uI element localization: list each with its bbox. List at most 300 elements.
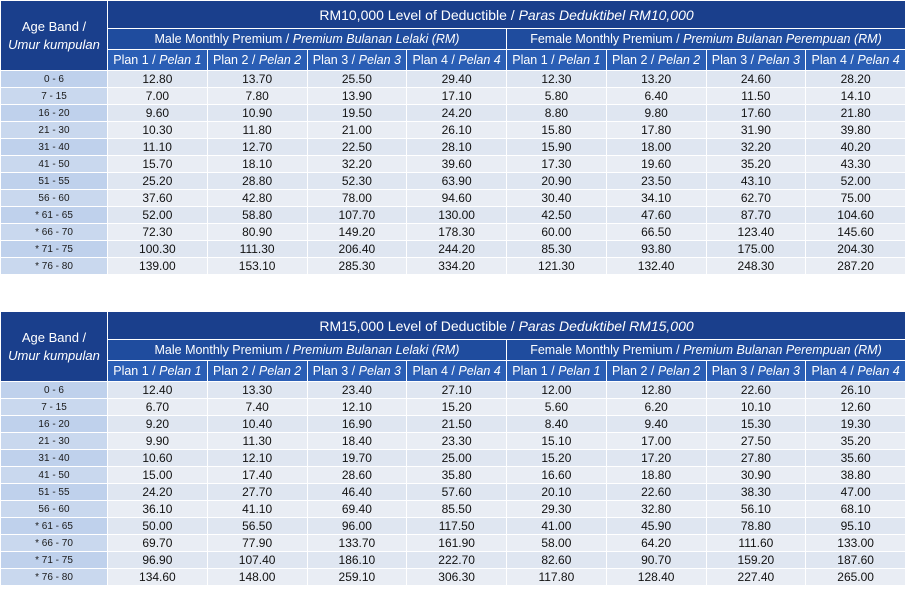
age-band-header xyxy=(1,312,107,381)
table-row xyxy=(1,569,905,585)
premium-cell: 11.30 xyxy=(208,433,307,449)
age-band-cell: 16 - 20 xyxy=(1,416,107,432)
premium-cell: 60.00 xyxy=(507,224,606,240)
premium-cell: 11.10 xyxy=(108,139,207,155)
premium-cell: 82.60 xyxy=(507,552,606,568)
plan-label: Plan 1 / xyxy=(512,364,555,378)
plan-header-3 xyxy=(308,50,407,70)
age-band-cell: 31 - 40 xyxy=(1,450,107,466)
premium-cell: 6.40 xyxy=(607,88,706,104)
table-row xyxy=(1,122,905,138)
premium-cell: 259.10 xyxy=(308,569,407,585)
premium-cell: 12.70 xyxy=(208,139,307,155)
premium-cell: 285.30 xyxy=(308,258,407,274)
table-row xyxy=(1,156,905,172)
table-row xyxy=(1,88,905,104)
table-row xyxy=(1,258,905,274)
premium-cell: 45.90 xyxy=(607,518,706,534)
table-row xyxy=(1,450,905,466)
premium-cell: 148.00 xyxy=(208,569,307,585)
premium-cell: 43.30 xyxy=(806,156,905,172)
plan-header-4 xyxy=(407,50,506,70)
plan-label-malay: Pelan 3 xyxy=(757,53,801,67)
premium-cell: 15.90 xyxy=(507,139,606,155)
table-row xyxy=(1,173,905,189)
age-band-cell: 41 - 50 xyxy=(1,156,107,172)
plan-header-2 xyxy=(607,361,706,381)
premium-cell: 78.80 xyxy=(707,518,806,534)
premium-cell: 58.00 xyxy=(507,535,606,551)
table-title-malay: Paras Deduktibel RM10,000 xyxy=(518,6,694,23)
premium-cell: 222.70 xyxy=(407,552,506,568)
premium-cell: 21.00 xyxy=(308,122,407,138)
premium-cell: 90.70 xyxy=(607,552,706,568)
premium-cell: 9.40 xyxy=(607,416,706,432)
premium-cell: 111.30 xyxy=(208,241,307,257)
premium-cell: 56.50 xyxy=(208,518,307,534)
premium-cell: 78.00 xyxy=(308,190,407,206)
table-row xyxy=(1,552,905,568)
table-row xyxy=(1,241,905,257)
plan-label-malay: Pelan 1 xyxy=(558,364,601,378)
premium-cell: 23.30 xyxy=(407,433,506,449)
premium-cell: 107.40 xyxy=(208,552,307,568)
male-premium-header xyxy=(108,340,506,360)
table-row xyxy=(1,207,905,223)
premium-cell: 63.90 xyxy=(407,173,506,189)
premium-cell: 42.50 xyxy=(507,207,606,223)
premium-cell: 100.30 xyxy=(108,241,207,257)
premium-cell: 159.20 xyxy=(707,552,806,568)
premium-cell: 12.00 xyxy=(507,382,606,398)
premium-cell: 10.40 xyxy=(208,416,307,432)
male-label: Male Monthly Premium / xyxy=(154,32,290,46)
premium-cell: 24.20 xyxy=(407,105,506,121)
premium-cell: 24.20 xyxy=(108,484,207,500)
premium-cell: 47.60 xyxy=(607,207,706,223)
premium-cell: 18.40 xyxy=(308,433,407,449)
premium-cell: 244.20 xyxy=(407,241,506,257)
female-premium-header xyxy=(507,29,905,49)
premium-cell: 94.60 xyxy=(407,190,506,206)
plan-label: Plan 3 / xyxy=(711,364,755,378)
premium-cell: 35.20 xyxy=(806,433,905,449)
age-band-label-malay: Umur kumpulan xyxy=(8,36,100,52)
table-row xyxy=(1,105,905,121)
premium-cell: 11.50 xyxy=(707,88,806,104)
premium-cell: 26.10 xyxy=(806,382,905,398)
premium-cell: 30.90 xyxy=(707,467,806,483)
plan-label: Plan 4 / xyxy=(811,364,854,378)
age-band-cell: * 76 - 80 xyxy=(1,569,107,585)
plan-label: Plan 4 / xyxy=(412,53,455,67)
age-band-cell: 7 - 15 xyxy=(1,88,107,104)
premium-cell: 93.80 xyxy=(607,241,706,257)
premium-cell: 117.50 xyxy=(407,518,506,534)
premium-cell: 25.50 xyxy=(308,71,407,87)
premium-cell: 16.90 xyxy=(308,416,407,432)
premium-cell: 15.10 xyxy=(507,433,606,449)
plan-label-malay: Pelan 1 xyxy=(159,53,202,67)
premium-cell: 95.10 xyxy=(806,518,905,534)
deductible-table-rm10000 xyxy=(0,0,906,275)
premium-cell: 27.80 xyxy=(707,450,806,466)
premium-cell: 72.30 xyxy=(108,224,207,240)
premium-cell: 25.20 xyxy=(108,173,207,189)
premium-cell: 23.40 xyxy=(308,382,407,398)
plan-header-2 xyxy=(607,50,706,70)
plan-header-3 xyxy=(707,361,806,381)
premium-cell: 96.90 xyxy=(108,552,207,568)
premium-cell: 17.40 xyxy=(208,467,307,483)
table-title-text: RM10,000 Level of Deductible / xyxy=(319,6,515,23)
premium-cell: 133.00 xyxy=(806,535,905,551)
premium-cell: 11.80 xyxy=(208,122,307,138)
premium-cell: 17.00 xyxy=(607,433,706,449)
age-band-cell: * 61 - 65 xyxy=(1,207,107,223)
premium-cell: 80.90 xyxy=(208,224,307,240)
premium-cell: 12.60 xyxy=(806,399,905,415)
premium-cell: 10.60 xyxy=(108,450,207,466)
age-band-cell: * 76 - 80 xyxy=(1,258,107,274)
age-band-cell: 51 - 55 xyxy=(1,173,107,189)
premium-cell: 12.80 xyxy=(108,71,207,87)
premium-cell: 28.80 xyxy=(208,173,307,189)
plan-label-malay: Pelan 3 xyxy=(358,364,402,378)
premium-cell: 17.30 xyxy=(507,156,606,172)
premium-cell: 133.70 xyxy=(308,535,407,551)
table-row xyxy=(1,224,905,240)
premium-cell: 18.80 xyxy=(607,467,706,483)
plan-label-malay: Pelan 1 xyxy=(558,53,601,67)
female-label: Female Monthly Premium / xyxy=(530,32,680,46)
table-title-malay: Paras Deduktibel RM15,000 xyxy=(518,317,694,334)
age-band-cell: 51 - 55 xyxy=(1,484,107,500)
premium-cell: 41.00 xyxy=(507,518,606,534)
age-band-cell: 56 - 60 xyxy=(1,501,107,517)
premium-cell: 134.60 xyxy=(108,569,207,585)
premium-cell: 85.30 xyxy=(507,241,606,257)
premium-cell: 10.90 xyxy=(208,105,307,121)
premium-cell: 104.60 xyxy=(806,207,905,223)
table-row xyxy=(1,139,905,155)
plan-label: Plan 2 / xyxy=(611,364,655,378)
premium-cell: 15.20 xyxy=(507,450,606,466)
premium-cell: 9.20 xyxy=(108,416,207,432)
premium-cell: 22.50 xyxy=(308,139,407,155)
plan-header-1 xyxy=(507,50,606,70)
age-band-cell: 41 - 50 xyxy=(1,467,107,483)
premium-cell: 8.40 xyxy=(507,416,606,432)
premium-cell: 12.80 xyxy=(607,382,706,398)
female-label-malay: Premium Bulanan Perempuan (RM) xyxy=(683,343,882,357)
premium-cell: 37.60 xyxy=(108,190,207,206)
premium-cell: 14.10 xyxy=(806,88,905,104)
female-label: Female Monthly Premium / xyxy=(530,343,680,357)
premium-cell: 21.80 xyxy=(806,105,905,121)
premium-cell: 10.10 xyxy=(707,399,806,415)
deductible-table-rm15000 xyxy=(0,311,906,586)
premium-cell: 10.30 xyxy=(108,122,207,138)
premium-cell: 19.60 xyxy=(607,156,706,172)
premium-cell: 186.10 xyxy=(308,552,407,568)
premium-cell: 107.70 xyxy=(308,207,407,223)
premium-cell: 36.10 xyxy=(108,501,207,517)
premium-cell: 25.00 xyxy=(407,450,506,466)
premium-cell: 19.30 xyxy=(806,416,905,432)
premium-cell: 187.60 xyxy=(806,552,905,568)
premium-cell: 12.30 xyxy=(507,71,606,87)
premium-cell: 15.80 xyxy=(507,122,606,138)
table-row xyxy=(1,71,905,87)
premium-cell: 32.20 xyxy=(707,139,806,155)
premium-cell: 145.60 xyxy=(806,224,905,240)
premium-cell: 23.50 xyxy=(607,173,706,189)
male-premium-header xyxy=(108,29,506,49)
table-row xyxy=(1,535,905,551)
premium-cell: 132.40 xyxy=(607,258,706,274)
plan-label-malay: Pelan 1 xyxy=(159,364,202,378)
age-band-label-malay: Umur kumpulan xyxy=(8,347,100,363)
premium-cell: 123.40 xyxy=(707,224,806,240)
premium-cell: 19.70 xyxy=(308,450,407,466)
premium-cell: 47.00 xyxy=(806,484,905,500)
premium-cell: 28.60 xyxy=(308,467,407,483)
premium-cell: 334.20 xyxy=(407,258,506,274)
premium-cell: 52.30 xyxy=(308,173,407,189)
premium-cell: 9.80 xyxy=(607,105,706,121)
premium-cell: 8.80 xyxy=(507,105,606,121)
plan-header-4 xyxy=(806,50,905,70)
plan-label: Plan 4 / xyxy=(811,53,854,67)
premium-cell: 27.50 xyxy=(707,433,806,449)
premium-cell: 35.80 xyxy=(407,467,506,483)
age-band-cell: * 71 - 75 xyxy=(1,241,107,257)
premium-cell: 7.00 xyxy=(108,88,207,104)
premium-cell: 66.50 xyxy=(607,224,706,240)
plan-label: Plan 2 / xyxy=(212,53,256,67)
age-band-cell: * 71 - 75 xyxy=(1,552,107,568)
table-row xyxy=(1,518,905,534)
plan-label: Plan 3 / xyxy=(312,364,356,378)
premium-cell: 39.60 xyxy=(407,156,506,172)
plan-header-1 xyxy=(108,50,207,70)
premium-cell: 22.60 xyxy=(707,382,806,398)
premium-cell: 75.00 xyxy=(806,190,905,206)
premium-cell: 21.50 xyxy=(407,416,506,432)
premium-cell: 6.20 xyxy=(607,399,706,415)
plan-label-malay: Pelan 4 xyxy=(857,53,900,67)
premium-cell: 29.40 xyxy=(407,71,506,87)
premium-cell: 17.20 xyxy=(607,450,706,466)
age-band-cell: 56 - 60 xyxy=(1,190,107,206)
premium-cell: 13.90 xyxy=(308,88,407,104)
premium-cell: 20.10 xyxy=(507,484,606,500)
premium-cell: 41.10 xyxy=(208,501,307,517)
plan-label: Plan 1 / xyxy=(113,364,156,378)
premium-cell: 204.30 xyxy=(806,241,905,257)
premium-cell: 28.10 xyxy=(407,139,506,155)
table-row xyxy=(1,501,905,517)
premium-cell: 18.10 xyxy=(208,156,307,172)
premium-cell: 32.20 xyxy=(308,156,407,172)
age-band-cell: 7 - 15 xyxy=(1,399,107,415)
premium-cell: 153.10 xyxy=(208,258,307,274)
plan-header-3 xyxy=(707,50,806,70)
premium-cell: 64.20 xyxy=(607,535,706,551)
premium-cell: 38.80 xyxy=(806,467,905,483)
premium-cell: 206.40 xyxy=(308,241,407,257)
premium-cell: 9.60 xyxy=(108,105,207,121)
premium-cell: 28.20 xyxy=(806,71,905,87)
plan-header-2 xyxy=(208,361,307,381)
female-label-malay: Premium Bulanan Perempuan (RM) xyxy=(683,32,882,46)
premium-cell: 29.30 xyxy=(507,501,606,517)
age-band-cell: * 61 - 65 xyxy=(1,518,107,534)
table-row xyxy=(1,416,905,432)
plan-header-1 xyxy=(108,361,207,381)
premium-cell: 287.20 xyxy=(806,258,905,274)
age-band-cell: 21 - 30 xyxy=(1,122,107,138)
premium-cell: 19.50 xyxy=(308,105,407,121)
plan-label: Plan 1 / xyxy=(113,53,156,67)
premium-cell: 69.40 xyxy=(308,501,407,517)
age-band-cell: 16 - 20 xyxy=(1,105,107,121)
premium-cell: 58.80 xyxy=(208,207,307,223)
premium-cell: 96.00 xyxy=(308,518,407,534)
table-row xyxy=(1,484,905,500)
premium-cell: 35.60 xyxy=(806,450,905,466)
premium-cell: 121.30 xyxy=(507,258,606,274)
female-premium-header xyxy=(507,340,905,360)
premium-cell: 27.70 xyxy=(208,484,307,500)
premium-cell: 46.40 xyxy=(308,484,407,500)
age-band-header xyxy=(1,1,107,70)
premium-cell: 27.10 xyxy=(407,382,506,398)
premium-cell: 77.90 xyxy=(208,535,307,551)
premium-cell: 56.10 xyxy=(707,501,806,517)
plan-label: Plan 3 / xyxy=(312,53,356,67)
premium-cell: 111.60 xyxy=(707,535,806,551)
premium-cell: 39.80 xyxy=(806,122,905,138)
premium-cell: 85.50 xyxy=(407,501,506,517)
premium-cell: 16.60 xyxy=(507,467,606,483)
plan-header-1 xyxy=(507,361,606,381)
plan-label-malay: Pelan 4 xyxy=(458,364,501,378)
plan-label-malay: Pelan 4 xyxy=(458,53,501,67)
plan-header-3 xyxy=(308,361,407,381)
premium-cell: 12.10 xyxy=(308,399,407,415)
age-band-cell: 31 - 40 xyxy=(1,139,107,155)
premium-cell: 12.40 xyxy=(108,382,207,398)
premium-cell: 62.70 xyxy=(707,190,806,206)
premium-cell: 227.40 xyxy=(707,569,806,585)
table-row xyxy=(1,382,905,398)
premium-cell: 7.40 xyxy=(208,399,307,415)
premium-cell: 34.10 xyxy=(607,190,706,206)
premium-cell: 128.40 xyxy=(607,569,706,585)
plan-header-2 xyxy=(208,50,307,70)
age-band-cell: 0 - 6 xyxy=(1,71,107,87)
plan-label-malay: Pelan 2 xyxy=(657,364,701,378)
premium-cell: 9.90 xyxy=(108,433,207,449)
premium-cell: 12.10 xyxy=(208,450,307,466)
premium-cell: 306.30 xyxy=(407,569,506,585)
premium-cell: 26.10 xyxy=(407,122,506,138)
premium-cell: 6.70 xyxy=(108,399,207,415)
premium-cell: 17.60 xyxy=(707,105,806,121)
plan-header-row xyxy=(1,361,905,381)
premium-cell: 15.70 xyxy=(108,156,207,172)
premium-cell: 31.90 xyxy=(707,122,806,138)
premium-cell: 43.10 xyxy=(707,173,806,189)
premium-cell: 5.60 xyxy=(507,399,606,415)
premium-cell: 15.20 xyxy=(407,399,506,415)
premium-cell: 17.80 xyxy=(607,122,706,138)
table-title xyxy=(108,312,905,339)
premium-cell: 13.70 xyxy=(208,71,307,87)
premium-cell: 265.00 xyxy=(806,569,905,585)
premium-cell: 248.30 xyxy=(707,258,806,274)
premium-cell: 15.30 xyxy=(707,416,806,432)
premium-cell: 117.80 xyxy=(507,569,606,585)
premium-cell: 57.60 xyxy=(407,484,506,500)
plan-label: Plan 1 / xyxy=(512,53,555,67)
table-row xyxy=(1,399,905,415)
premium-cell: 20.90 xyxy=(507,173,606,189)
premium-cell: 161.90 xyxy=(407,535,506,551)
plan-label-malay: Pelan 2 xyxy=(258,53,302,67)
plan-label: Plan 3 / xyxy=(711,53,755,67)
table-row xyxy=(1,190,905,206)
premium-cell: 175.00 xyxy=(707,241,806,257)
male-label-malay: Premium Bulanan Lelaki (RM) xyxy=(292,32,460,46)
plan-label: Plan 2 / xyxy=(611,53,655,67)
premium-cell: 22.60 xyxy=(607,484,706,500)
table-title xyxy=(108,1,905,28)
table-title-text: RM15,000 Level of Deductible / xyxy=(319,317,515,334)
premium-cell: 13.20 xyxy=(607,71,706,87)
premium-cell: 18.00 xyxy=(607,139,706,155)
age-band-cell: 0 - 6 xyxy=(1,382,107,398)
premium-cell: 17.10 xyxy=(407,88,506,104)
premium-cell: 42.80 xyxy=(208,190,307,206)
plan-label: Plan 2 / xyxy=(212,364,256,378)
age-band-label: Age Band / xyxy=(21,18,87,34)
premium-cell: 130.00 xyxy=(407,207,506,223)
premium-cell: 24.60 xyxy=(707,71,806,87)
premium-cell: 35.20 xyxy=(707,156,806,172)
premium-cell: 15.00 xyxy=(108,467,207,483)
premium-cell: 139.00 xyxy=(108,258,207,274)
premium-cell: 40.20 xyxy=(806,139,905,155)
premium-cell: 7.80 xyxy=(208,88,307,104)
premium-cell: 13.30 xyxy=(208,382,307,398)
premium-cell: 52.00 xyxy=(806,173,905,189)
premium-cell: 149.20 xyxy=(308,224,407,240)
premium-cell: 38.30 xyxy=(707,484,806,500)
plan-label: Plan 4 / xyxy=(412,364,455,378)
plan-label-malay: Pelan 2 xyxy=(657,53,701,67)
plan-label-malay: Pelan 2 xyxy=(258,364,302,378)
premium-cell: 32.80 xyxy=(607,501,706,517)
plan-label-malay: Pelan 4 xyxy=(857,364,900,378)
age-band-cell: 21 - 30 xyxy=(1,433,107,449)
premium-cell: 178.30 xyxy=(407,224,506,240)
male-label-malay: Premium Bulanan Lelaki (RM) xyxy=(292,343,460,357)
premium-cell: 52.00 xyxy=(108,207,207,223)
premium-cell: 5.80 xyxy=(507,88,606,104)
